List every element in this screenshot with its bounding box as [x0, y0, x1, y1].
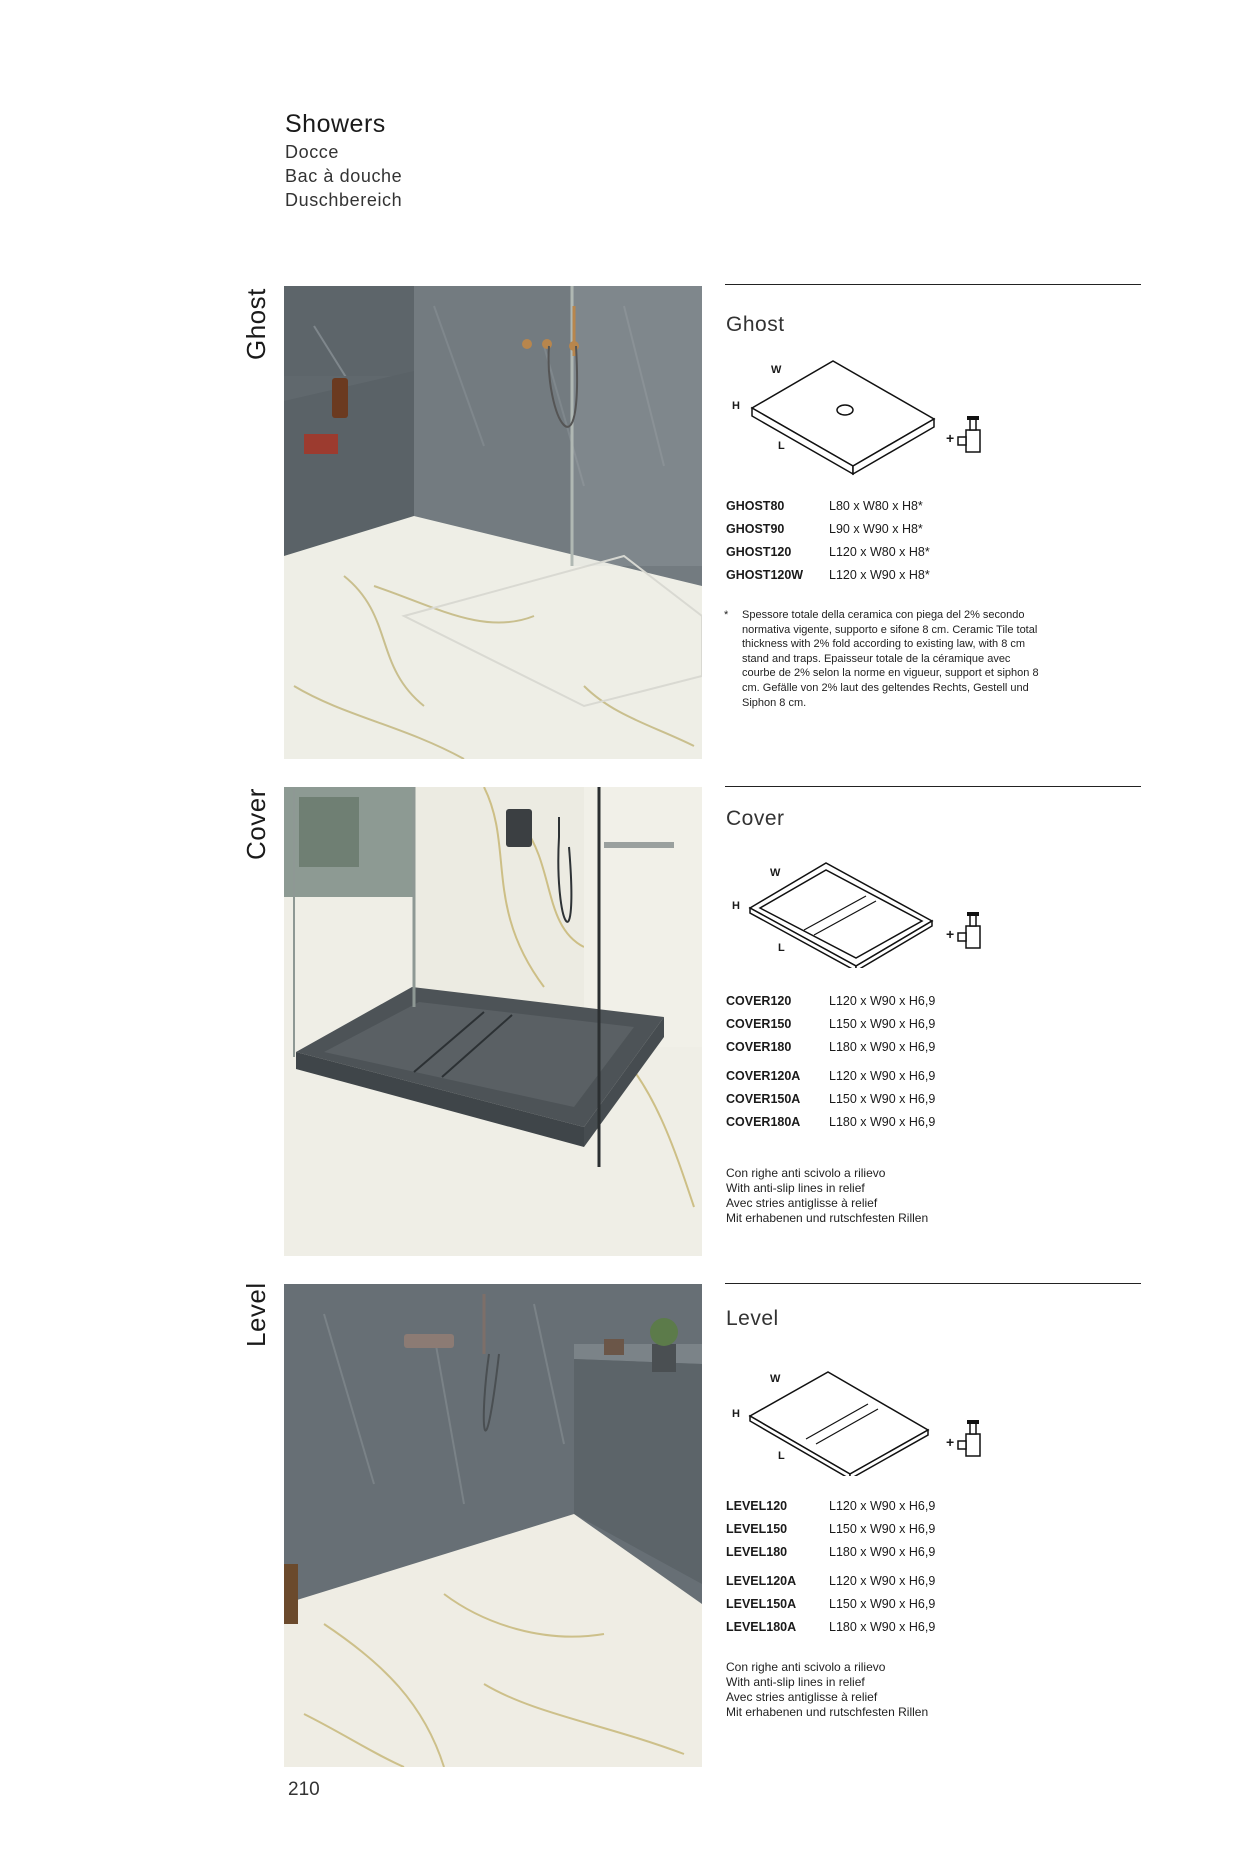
ghost-note [724, 608, 1042, 710]
subtitle-de: Duschbereich [285, 190, 403, 210]
ghost-code-table [726, 495, 930, 587]
table-row [726, 564, 930, 587]
level-features [726, 1660, 928, 1720]
feature-line-fr: Avec stries antiglisse à relief [726, 1690, 878, 1704]
dim-l: L [778, 440, 785, 452]
code: GHOST120 [726, 545, 792, 559]
trap-icon [958, 416, 980, 452]
cover-features [726, 1166, 928, 1226]
dim-w: W [771, 364, 782, 376]
table-row [726, 518, 930, 541]
code: COVER120 [726, 994, 792, 1008]
code: LEVEL120A [726, 1574, 797, 1588]
size: L120 x W90 x H6,9 [829, 1574, 936, 1588]
side-label-level: Level [241, 1282, 271, 1347]
side-label-cover: Cover [241, 788, 271, 860]
table-row [726, 1518, 935, 1541]
table-row [726, 495, 930, 518]
table-row [726, 1036, 935, 1059]
dim-l: L [778, 942, 785, 954]
size: L80 x W80 x H8* [829, 499, 923, 513]
size: L180 x W90 x H6,9 [829, 1115, 936, 1129]
level-rule [725, 1283, 1141, 1284]
cover-title: Cover [726, 807, 785, 830]
size: L120 x W90 x H8* [829, 568, 930, 582]
table-row [726, 1111, 935, 1134]
code: LEVEL180A [726, 1620, 797, 1634]
code: GHOST120W [726, 568, 804, 582]
plus-sign: + [946, 430, 955, 446]
ghost-rule [725, 284, 1141, 285]
code: LEVEL150 [726, 1522, 788, 1536]
level-code-table [726, 1495, 935, 1639]
table-row [726, 1570, 935, 1593]
table-row [726, 1495, 935, 1518]
size: L120 x W90 x H6,9 [829, 1069, 936, 1083]
size: L90 x W90 x H8* [829, 522, 923, 536]
level-photo [284, 1284, 702, 1767]
dim-w: W [770, 867, 781, 879]
cover-code-table [726, 990, 935, 1134]
side-label-ghost: Ghost [241, 288, 271, 360]
code: COVER180 [726, 1040, 792, 1054]
size: L150 x W90 x H6,9 [829, 1092, 936, 1106]
dim-h: H [732, 900, 740, 912]
plus-sign: + [946, 926, 955, 942]
dim-h: H [732, 400, 740, 412]
subtitle-it: Docce [285, 142, 340, 162]
dim-h: H [732, 1408, 740, 1420]
size: L180 x W90 x H6,9 [829, 1545, 936, 1559]
note-text: Spessore totale della ceramica con piega del 2% secondo normativa vigente, supporto e sifone 8 cm. Ceramic Tile total thickness with 2% fold according to existing law, with 8 cm stand and traps. Epaisseur totale de la céramique avec courbe de 2% selon la norme en vigueur, support et siphon 8 cm. Gefälle von 2% laut des geltendes Rechts, Gestell und Siphon 8 cm. [742, 609, 1039, 709]
note-asterisk: * [724, 609, 729, 621]
dim-l: L [778, 1450, 785, 1462]
page-title: Showers [285, 110, 386, 138]
table-row [726, 541, 930, 564]
level-diagram [728, 1366, 1008, 1481]
code: COVER120A [726, 1069, 801, 1083]
table-row [726, 1065, 935, 1088]
table-row [726, 1541, 935, 1564]
table-row [726, 1088, 935, 1111]
size: L120 x W80 x H8* [829, 545, 930, 559]
page-number: 210 [288, 1779, 320, 1800]
code: COVER150A [726, 1092, 801, 1106]
code: GHOST90 [726, 522, 785, 536]
code: LEVEL120 [726, 1499, 788, 1513]
page-header [285, 108, 402, 212]
code: LEVEL150A [726, 1597, 797, 1611]
level-title: Level [726, 1307, 779, 1330]
feature-line-en: With anti-slip lines in relief [726, 1675, 865, 1689]
subtitle-fr: Bac à douche [285, 166, 403, 186]
feature-line-it: Con righe anti scivolo a rilievo [726, 1660, 886, 1674]
size: L180 x W90 x H6,9 [829, 1040, 936, 1054]
code: GHOST80 [726, 499, 785, 513]
size: L150 x W90 x H6,9 [829, 1597, 936, 1611]
feature-line-en: With anti-slip lines in relief [726, 1181, 865, 1195]
ghost-photo [284, 286, 702, 759]
table-row [726, 1593, 935, 1616]
cover-diagram [728, 858, 1008, 973]
size: L150 x W90 x H6,9 [829, 1017, 936, 1031]
plus-sign: + [946, 1434, 955, 1450]
code: COVER180A [726, 1115, 801, 1129]
trap-icon [958, 912, 980, 948]
size: L120 x W90 x H6,9 [829, 994, 936, 1008]
cover-photo [284, 787, 702, 1256]
table-row [726, 1013, 935, 1036]
size: L120 x W90 x H6,9 [829, 1499, 936, 1513]
feature-line-de: Mit erhabenen und rutschfesten Rillen [726, 1705, 929, 1719]
feature-line-de: Mit erhabenen und rutschfesten Rillen [726, 1211, 929, 1225]
cover-rule [725, 786, 1141, 787]
trap-icon [958, 1420, 980, 1456]
code: COVER150 [726, 1017, 792, 1031]
size: L150 x W90 x H6,9 [829, 1522, 936, 1536]
table-row [726, 990, 935, 1013]
feature-line-it: Con righe anti scivolo a rilievo [726, 1166, 886, 1180]
ghost-diagram [728, 356, 1008, 481]
feature-line-fr: Avec stries antiglisse à relief [726, 1196, 878, 1210]
ghost-title: Ghost [726, 313, 785, 336]
dim-w: W [770, 1373, 781, 1385]
table-row [726, 1616, 935, 1639]
size: L180 x W90 x H6,9 [829, 1620, 936, 1634]
code: LEVEL180 [726, 1545, 788, 1559]
